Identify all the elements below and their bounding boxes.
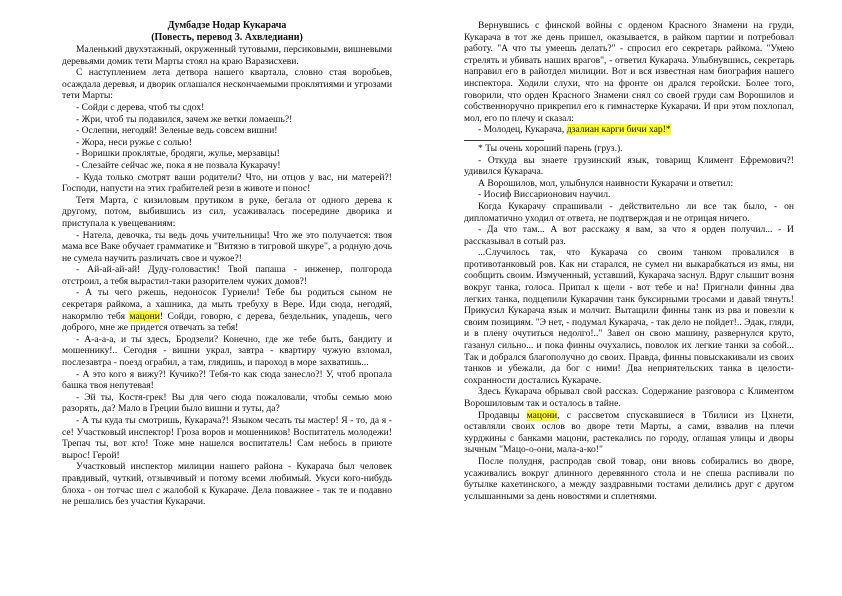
text-run: ! Сойди, говорю, с дерева, бездельник, упадешь, чего доброго, мне же придется отвечать за тебя! <box>62 310 392 334</box>
right-column <box>464 20 794 502</box>
paragraph: Участковый инспектор милиции нашего района - Кукарача был человек правдивый, чуткий, отзывчивый и потому всеми любимый. Укуси кого-нибудь блоха - он тотчас шел с жалобой к Кукараче. Дела поважнее - так те и подавно не решались без участия Кукарачи. <box>62 461 392 508</box>
text-run: , с рассветом спускавшиеся в Тбилиси из Цхнети, оставляли своих ослов во дворе тети Марты, а сами, взвалив на плечи хурджины с банками мацони, растекались по городу, оглашая улицы и дворы зычным "Мацо-о-они, мала-а-ко!" <box>464 409 794 456</box>
paragraph: Маленький двухэтажный, окруженный тутовыми, персиковыми, вишневыми деревьями домик тети Марты стоял на краю Варазисхеви. <box>62 44 392 67</box>
highlighted-word: мацони <box>526 409 558 421</box>
text-run: Продавцы <box>478 409 527 421</box>
text-run: - Молодец, Кукарача, <box>478 124 567 136</box>
paragraph: - Эй ты, Костя-грек! Вы для чего сюда пожаловали, чтобы семью мою разорять, да? Мало в Греции было вишни и туты, да? <box>62 391 392 415</box>
paragraph: - Сойди с дерева, чтоб ты сдох! <box>76 101 205 113</box>
document-subtitle: (Повесть, перевод З. Ахвледиани) <box>151 32 303 43</box>
paragraph: После полудня, распродав свой товар, они вновь собирались во дворе, усаживались вокруг длинного деревянного стола и не спеша распивали по бутылке кахетинского, а между заздравными тостами делились друг с другом услышанными за день новостями и сплетнями. <box>464 455 794 502</box>
paragraph: - Ай-ай-ай-ай! Дуду-головастик! Твой папаша - инженер, полгорода отстроил, а тебя вырастил-таки разорителем чужих домов?! <box>62 264 392 287</box>
paragraph: - Ослепни, негодяй! Зеленые ведь совсем вишни! <box>76 125 278 137</box>
footnote: * Ты очень хороший парень (груз.). <box>478 142 623 154</box>
paragraph: - Куда только смотрят ваши родители? Что, ни отцов у вас, ни матерей?! Господи, напусти на этих грабителей рези в животе и понос! <box>62 171 392 195</box>
document-title: Думбадзе Нодар Кукарача <box>167 20 287 31</box>
text-run: - А ты чего ржешь, недоносок Гуриели! Тебе бы родиться сыном не секретаря райкома, а хашника, да мыть требуху в Вере. Иди сюда, негодяй, накормлю тебя <box>62 287 392 322</box>
paragraph: - Жри, чтоб ты подавился, зачем же ветки ломаешь?! <box>76 113 293 125</box>
paragraph <box>62 287 392 333</box>
paragraph: Вернувшись с финской войны с орденом Красного Знамени на груди, Кукарача в тот же день пришел, оказывается, в райком партии и потребовал работу. "А что ты умеешь делать?" - спросил его секретарь райкома. "Умею стрелять и убивать наших врагов", - ответил Кукарача. Улыбнувшись, секретарь направил его в райотдел милиции. Вот и вся известная нам биография нашего инспектора. Ходили слухи, что на фронте он дрался геройски. Более того, говорили, что орден Красного Знамени снял со своей груди сам Ворошилов и собственноручно прикрепил его к гимнастерке Кукарачи. И при этом похлопал, мол, его по плечу и сказал: <box>464 20 794 124</box>
paragraph: - Воришки проклятые, бродяги, жулье, мерзавцы! <box>76 148 280 160</box>
paragraph: С наступлением лета детвора нашего квартала, словно стая воробьев, осаждала деревья, и дворик оглашался нескончаемыми проклятиями и угрозами тети Марты: <box>62 67 392 102</box>
paragraph: - А-а-а-а, и ты здесь, Бродзели? Конечно, где же тебе быть, бандиту и мошеннику!.. Сегодня - вишни украл, завтра - квартиру чужую взломал, послезавтра - поезд ограбил, а там, глядишь, и пароход в море захватишь... <box>62 333 392 369</box>
paragraph: - Натела, девочка, ты ведь дочь учительницы! Что же это получается: твоя мама все Ваке обучает грамматике и "Витязю в тигровой шкуре", а родную дочь не сумела научить различать свое и чужое?! <box>62 229 392 264</box>
highlighted-word: мацони <box>129 310 160 322</box>
paragraph: - А это кого я вижу?! Кучико?! Тебя-то как сюда занесло?! У, чтоб пропала башка твоя непутевая! <box>62 368 392 392</box>
highlighted-phrase: дзалиан карги бичи хар!* <box>566 124 671 136</box>
paragraph: - Жора, неси ружье с солью! <box>76 136 192 148</box>
footnote-divider <box>464 140 544 141</box>
paragraph: - Слезайте сейчас же, пока я не позвала Кукарачу! <box>76 159 281 171</box>
paragraph: Тетя Марта, с кизиловым прутиком в руке, бегала от одного дерева к другому, потом, выбившись из сил, усаживалась посередине дворика и приступала к увещеваниям: <box>62 194 392 229</box>
paragraph: - Да что там... А вот расскажу я вам, за что я орден получил... - И рассказывал в сотый раз. <box>464 224 794 247</box>
paragraph <box>464 124 794 136</box>
paragraph: А Ворошилов, мол, улыбнулся наивности Кукарачи и ответил: <box>478 177 734 189</box>
paragraph: - А ты куда ты смотришь, Кукарача?! Языком чесать ты мастер! Я - то, да я - се! Участковый инспектор! Гроза воров и мошенников! Воспитатель молодежи! Трепач ты, вот кто! Тоже мне нашелся воспитатель! Сам небось в приюте вырос! Герой! <box>62 415 392 461</box>
paragraph: - Откуда вы знаете грузинский язык, товарищ Климент Ефремович?! удивился Кукарача. <box>464 154 794 178</box>
paragraph: - Иосиф Виссарионович научил. <box>478 189 611 201</box>
paragraph: ...Случилось так, что Кукарача со своим танком провалился в противотанковый ров. Как ни старался, не сумел ни выкарабкаться из ямы, ни сообщить своим. Измученный, уставший, Кукарача заснул. Вдруг слышит возня вокруг танка, голоса. Припал к щели - вот тебе и на! Пригнали финны два легких танка, подцепили Кукарачин танк буксирными тросами и давай тянуть! Прикусил Кукарача язык и молчит. Вытащили финны танк из рва и повезли к своим позициям. "Э нет, - подумал Кукарача, - так дело не пойдет!.. Эдак, гляди, и в плену очутиться недолго!.." Завел он свою машину, развернулся круто, газанул сильно... и пока финны очухались, поволок их легкие танки за собой... Так и добрался благополучно до своих. Правда, финны повыскакивали из своих танков и убежали, да бог с ними! Два неприятельских танка в целости-сохранности достались Кукараче. <box>464 247 794 386</box>
paragraph: Здесь Кукарача обрывал свой рассказ. Содержание разговора с Климентом Ворошиловым так и осталось в тайне. <box>464 386 794 409</box>
left-column <box>62 20 392 508</box>
paragraph <box>464 410 794 456</box>
paragraph: Когда Кукарачу спрашивали - действительно ли все так было, - он дипломатично уходил от ответа, не подтверждая и не отрицая ничего. <box>464 200 794 224</box>
